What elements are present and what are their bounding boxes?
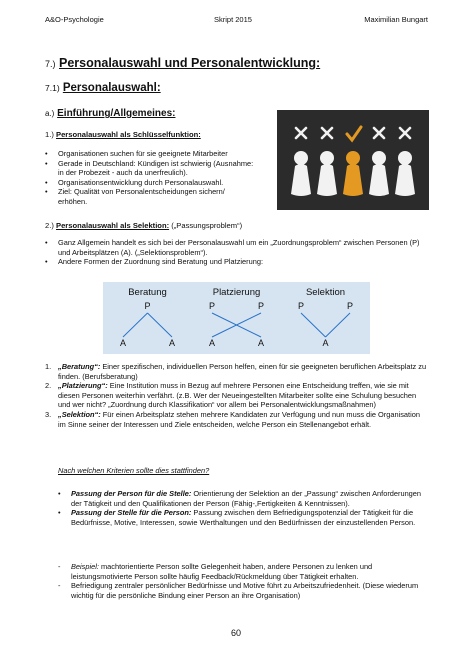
criterion-term: Passung der Person für die Stelle: bbox=[71, 489, 192, 498]
definition-text: Für einen Arbeitsplatz stehen mehrere Kandidaten zur Verfügung und nun muss die Organisation im Sinne seiner der Interessen und Ziele entscheiden, welche Person ein Stellenangebot erhält. bbox=[58, 409, 420, 429]
person-node-label: P bbox=[208, 301, 216, 311]
subsection-number: a.) bbox=[45, 109, 55, 118]
chapter-number: 7.) bbox=[45, 59, 56, 69]
chapter-title: Personalauswahl und Personalentwicklung: bbox=[59, 56, 321, 70]
subsection-heading bbox=[45, 108, 175, 119]
s2-subtitle: („Passungsproblem“) bbox=[171, 221, 243, 230]
list-item bbox=[58, 508, 428, 527]
header-center: Skript 2015 bbox=[214, 15, 252, 24]
person-node-label: P bbox=[257, 301, 265, 311]
s1-bullet-list bbox=[45, 149, 255, 207]
criterion-text: Orientierung der Selektion an der „Passung“ zwischen Anforderungen der Tätigkeit und den Qualifikationen der Person (Fähig-,Fertigkeiten & Kenntnissen). bbox=[71, 489, 422, 508]
item-number: 3. bbox=[45, 409, 52, 419]
list-item: • Organisationsentwicklung durch Personalauswahl. bbox=[45, 178, 255, 188]
s2-number: 2.) bbox=[45, 221, 54, 230]
job-node-label: A bbox=[119, 338, 127, 348]
diagram-panel-title: Platzierung bbox=[212, 287, 261, 298]
definitions-list bbox=[45, 362, 428, 429]
person-node-label: P bbox=[346, 301, 354, 311]
criterion-term: Passung der Stelle für die Person: bbox=[71, 508, 192, 518]
s1-number: 1.) bbox=[45, 130, 54, 139]
dash-list bbox=[58, 562, 428, 600]
list-item bbox=[58, 489, 428, 508]
page-number: 60 bbox=[231, 628, 242, 638]
s1-title: Personalauswahl als Schlüsselfunktion: bbox=[56, 130, 201, 139]
item-number: 1. bbox=[45, 362, 52, 371]
example-term: Beispiel: bbox=[71, 562, 99, 571]
header-left: A&O-Psychologie bbox=[45, 15, 104, 24]
definition-term: „Selektion“: bbox=[58, 409, 101, 419]
list-item: • Organisationen suchen für sie geeignete Mitarbeiter bbox=[45, 149, 255, 159]
diagram-panel-title: Selektion bbox=[305, 287, 346, 298]
person-node-label: P bbox=[297, 301, 305, 311]
pawn-selection-image bbox=[277, 110, 429, 210]
list-item bbox=[45, 381, 428, 410]
job-node-label: A bbox=[168, 338, 176, 348]
list-item: • Andere Formen der Zuordnung sind Beratung und Platzierung: bbox=[45, 257, 425, 267]
section-heading bbox=[45, 82, 161, 94]
diagram-panel-title: Beratung bbox=[128, 287, 167, 298]
job-node-label: A bbox=[257, 338, 265, 348]
pawn-head bbox=[398, 151, 412, 165]
item-number: 2. bbox=[45, 381, 52, 391]
list-item bbox=[58, 581, 428, 600]
list-item bbox=[45, 362, 428, 381]
list-item: • Gerade in Deutschland: Kündigen ist schwierig (Ausnahme: in der Probezeit - auch da unerfreulich). bbox=[45, 159, 255, 178]
header-right: Maximilian Bungart bbox=[364, 15, 428, 24]
list-item bbox=[45, 410, 428, 429]
job-node-label: A bbox=[322, 338, 329, 348]
list-item: • Ganz Allgemein handelt es sich bei der Personalauswahl um ein „Zuordnungsproblem“ zwischen Personen (P) und Arbeitsplätzen (A). („Selektionsproblem“). bbox=[45, 238, 425, 257]
definition-term: „Platzierung“: bbox=[58, 381, 108, 391]
assignment-diagram bbox=[103, 282, 370, 354]
dash-text: Befriedigung zentraler persönlicher Bedürfnisse und Motive führt zu Arbeitszufriedenheit. (Diese wiederum wichtig für die persönliche Bindung einer Person an ihre Organisation) bbox=[71, 581, 419, 600]
section-title: Personalauswahl: bbox=[62, 82, 161, 94]
criteria-list bbox=[58, 489, 428, 527]
section-number: 7.1) bbox=[45, 83, 60, 93]
s2-bullet-list bbox=[45, 238, 425, 267]
pawn-head bbox=[346, 151, 360, 165]
list-item: • Ziel: Qualität von Personalentscheidungen sichern/ erhöhen. bbox=[45, 187, 255, 206]
example-text: machtorientierte Person sollte Gelegenheit haben, andere Personen zu lenken und leistungsmotivierte Person sollte häufig Feedback/Rückmeldung über Tätigkeit erhalten. bbox=[71, 562, 373, 581]
criterion-text: Passung zwischen dem Befriedigungspotenzial der Tätigkeit für die Bedürfnisse, Motive, Interessen, sowie Werthaltungen und den Bedürfnissen der einzustellenden Person. bbox=[71, 508, 416, 527]
chapter-heading bbox=[45, 56, 320, 70]
definition-term: „Beratung“: bbox=[58, 362, 101, 371]
s1-heading bbox=[45, 130, 201, 139]
criteria-question: Nach welchen Kriterien sollte dies stattfinden? bbox=[58, 466, 210, 475]
pawn-head bbox=[320, 151, 334, 165]
pawn-head bbox=[372, 151, 386, 165]
job-node-label: A bbox=[208, 338, 216, 348]
s2-title: Personalauswahl als Selektion: bbox=[56, 221, 170, 230]
s2-heading bbox=[45, 221, 242, 230]
definition-text: Eine Institution muss in Bezug auf mehrere Personen eine Entscheidung treffen, wie sie mit diesen Personen weiterhin verfährt. (z.B. Wer der Neueingestellten Mitarbeiter sollte eine Schulung besuchen und wer nicht? „Zuordnung durch Klassifikation“ vor allem bei Personalentwicklungsmaßnahmen) bbox=[58, 381, 417, 410]
subsection-title: Einführung/Allgemeines: bbox=[57, 108, 176, 119]
definition-text: Einer spezifischen, individuellen Person helfen, einen für sie geeigneten beruflichen Arbeitsplatz zu finden. (Berufsberatung) bbox=[58, 362, 427, 381]
person-node-label: P bbox=[144, 301, 151, 311]
list-item bbox=[58, 562, 428, 581]
pawn-head bbox=[294, 151, 308, 165]
